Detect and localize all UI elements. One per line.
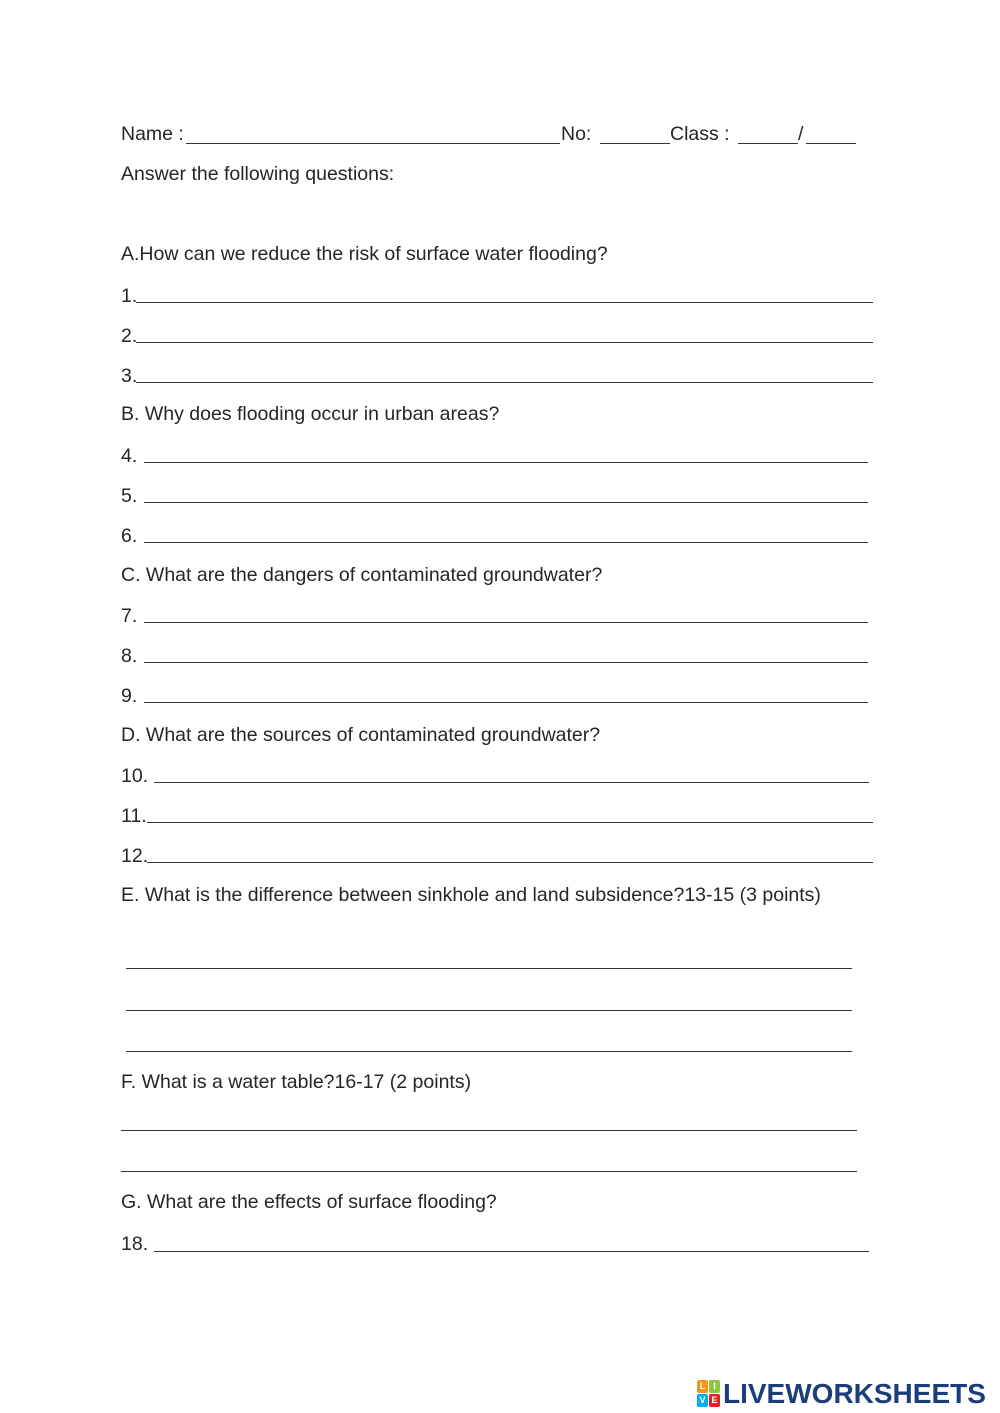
answer-line-5[interactable] (144, 502, 868, 503)
class-label: Class : (670, 123, 730, 145)
answer-line-1[interactable] (136, 302, 873, 303)
answer-number-1: 1. (121, 285, 138, 307)
answer-number-9: 9. (121, 685, 138, 707)
answer-number-8: 8. (121, 645, 138, 667)
answer-line-8[interactable] (144, 662, 868, 663)
question-b: B. Why does flooding occur in urban areas? (121, 403, 500, 425)
number-field[interactable] (600, 143, 670, 144)
answer-line-16[interactable] (121, 1130, 857, 1131)
section-field[interactable] (806, 143, 856, 144)
answer-line-9[interactable] (144, 702, 868, 703)
answer-line-7[interactable] (144, 622, 868, 623)
answer-number-5: 5. (121, 485, 138, 507)
question-g: G. What are the effects of surface flooding? (121, 1191, 497, 1213)
answer-number-2: 2. (121, 325, 138, 347)
answer-line-11[interactable] (147, 822, 873, 823)
logo-mark-i: I (709, 1380, 720, 1393)
class-separator: / (798, 123, 804, 145)
answer-line-15[interactable] (126, 1051, 852, 1052)
liveworksheets-logo (697, 1378, 986, 1410)
answer-line-18[interactable] (154, 1251, 869, 1252)
instructions: Answer the following questions: (121, 163, 395, 185)
answer-line-17[interactable] (121, 1171, 857, 1172)
question-c: C. What are the dangers of contaminated groundwater? (121, 564, 603, 586)
answer-line-4[interactable] (144, 462, 868, 463)
answer-line-13[interactable] (126, 968, 852, 969)
answer-line-10[interactable] (154, 782, 869, 783)
logo-mark-v: V (697, 1394, 708, 1407)
logo-mark-l: L (697, 1380, 708, 1393)
answer-number-12: 12. (121, 845, 149, 867)
number-label: No: (561, 123, 592, 145)
name-field[interactable] (186, 143, 560, 144)
answer-number-7: 7. (121, 605, 138, 627)
logo-mark-icon (697, 1380, 721, 1408)
answer-number-4: 4. (121, 445, 138, 467)
answer-line-6[interactable] (144, 542, 868, 543)
question-e: E. What is the difference between sinkhole and land subsidence?13-15 (3 points) (121, 884, 821, 906)
name-label: Name : (121, 123, 184, 145)
answer-number-18: 18. (121, 1233, 149, 1255)
class-field[interactable] (738, 143, 798, 144)
answer-number-10: 10. (121, 765, 149, 787)
question-a: A.How can we reduce the risk of surface water flooding? (121, 243, 608, 265)
logo-text: LIVEWORKSHEETS (723, 1378, 986, 1409)
answer-line-2[interactable] (136, 342, 873, 343)
answer-line-12[interactable] (147, 862, 873, 863)
answer-number-11: 11. (121, 805, 147, 827)
question-d: D. What are the sources of contaminated groundwater? (121, 724, 601, 746)
answer-line-14[interactable] (126, 1010, 852, 1011)
answer-number-3: 3. (121, 365, 138, 387)
answer-number-6: 6. (121, 525, 138, 547)
logo-mark-e: E (709, 1394, 720, 1407)
question-f: F. What is a water table?16-17 (2 points) (121, 1071, 472, 1093)
answer-line-3[interactable] (136, 382, 873, 383)
